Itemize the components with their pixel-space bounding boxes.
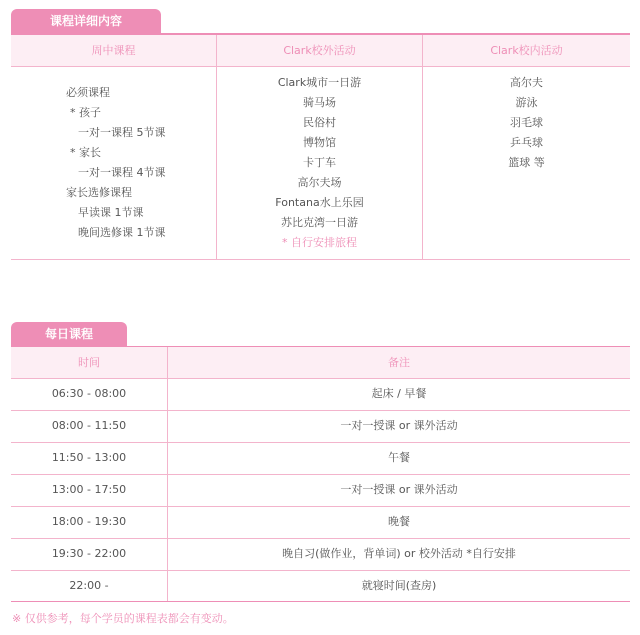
table-row	[11, 410, 630, 442]
list-item: 必须课程	[66, 86, 110, 99]
time-cell: 13:00 - 17:50	[51, 483, 127, 496]
header-outside: Clark校外活动	[217, 35, 422, 66]
header-note: 备注	[168, 347, 630, 378]
list-item: 家长选修课程	[66, 186, 132, 199]
weekday-course-list	[66, 83, 214, 243]
list-item: 博物馆	[303, 136, 336, 149]
list-item: 乒乓球	[510, 136, 543, 149]
time-cell: 06:30 - 08:00	[51, 387, 127, 400]
list-item: 早读课 1节课	[78, 206, 144, 219]
list-item: 一对一课程 5节课	[78, 126, 166, 139]
list-item: 民俗村	[303, 116, 336, 129]
course-header-divider	[11, 66, 630, 67]
note-cell: 午餐	[388, 451, 410, 464]
list-item: 高尔夫	[510, 76, 543, 89]
list-item: 骑马场	[303, 96, 336, 109]
footnote: ※ 仅供参考，每个学员的课程表都会有变动。	[12, 612, 234, 625]
table-row	[11, 378, 630, 410]
list-item: 高尔夫场	[297, 176, 342, 189]
note-cell: 一对一授课 or 课外活动	[340, 483, 458, 496]
time-cell: 11:50 - 13:00	[51, 451, 127, 464]
table-row	[11, 474, 630, 506]
schedule-bottom-rule	[11, 601, 630, 602]
time-cell: 18:00 - 19:30	[51, 515, 127, 528]
header-weekday: 周中课程	[11, 35, 216, 66]
list-item: 一对一课程 4节课	[78, 166, 166, 179]
note-cell: 晚自习(做作业，背单词) or 校外活动 *自行安排	[282, 547, 516, 560]
note-cell: 就寝时间(查房)	[361, 579, 437, 592]
header-time: 时间	[11, 347, 167, 378]
note-cell: 起床 / 早餐	[371, 387, 427, 400]
inside-activity-list	[423, 73, 630, 173]
time-cell: 22:00 -	[69, 579, 109, 592]
list-item: 游泳	[515, 96, 538, 109]
list-item: 羽毛球	[510, 116, 543, 129]
table-row	[11, 506, 630, 538]
time-cell: 19:30 - 22:00	[51, 547, 127, 560]
course-detail-tab: 课程详细内容	[11, 9, 161, 34]
note-cell: 一对一授课 or 课外活动	[340, 419, 458, 432]
time-cell: 08:00 - 11:50	[51, 419, 127, 432]
table-row	[11, 570, 630, 602]
list-item: Fontana水上乐园	[275, 196, 364, 209]
table-row	[11, 442, 630, 474]
daily-schedule-tab: 每日课程	[11, 322, 127, 347]
list-item: 苏比克湾一日游	[281, 216, 358, 229]
table-row	[11, 538, 630, 570]
note-cell: 晚餐	[388, 515, 410, 528]
list-item: 篮球 等	[508, 156, 545, 169]
list-item: Clark城市一日游	[277, 76, 362, 89]
list-item: * 家长	[70, 146, 101, 159]
course-bottom-rule	[11, 259, 630, 260]
list-item: * 孩子	[70, 106, 101, 119]
header-inside: Clark校内活动	[423, 35, 630, 66]
list-item: 晚间选修课 1节课	[78, 226, 166, 239]
list-item: 卡丁车	[303, 156, 336, 169]
outside-activity-list	[217, 73, 422, 253]
list-item-highlight: * 自行安排旅程	[282, 236, 357, 249]
